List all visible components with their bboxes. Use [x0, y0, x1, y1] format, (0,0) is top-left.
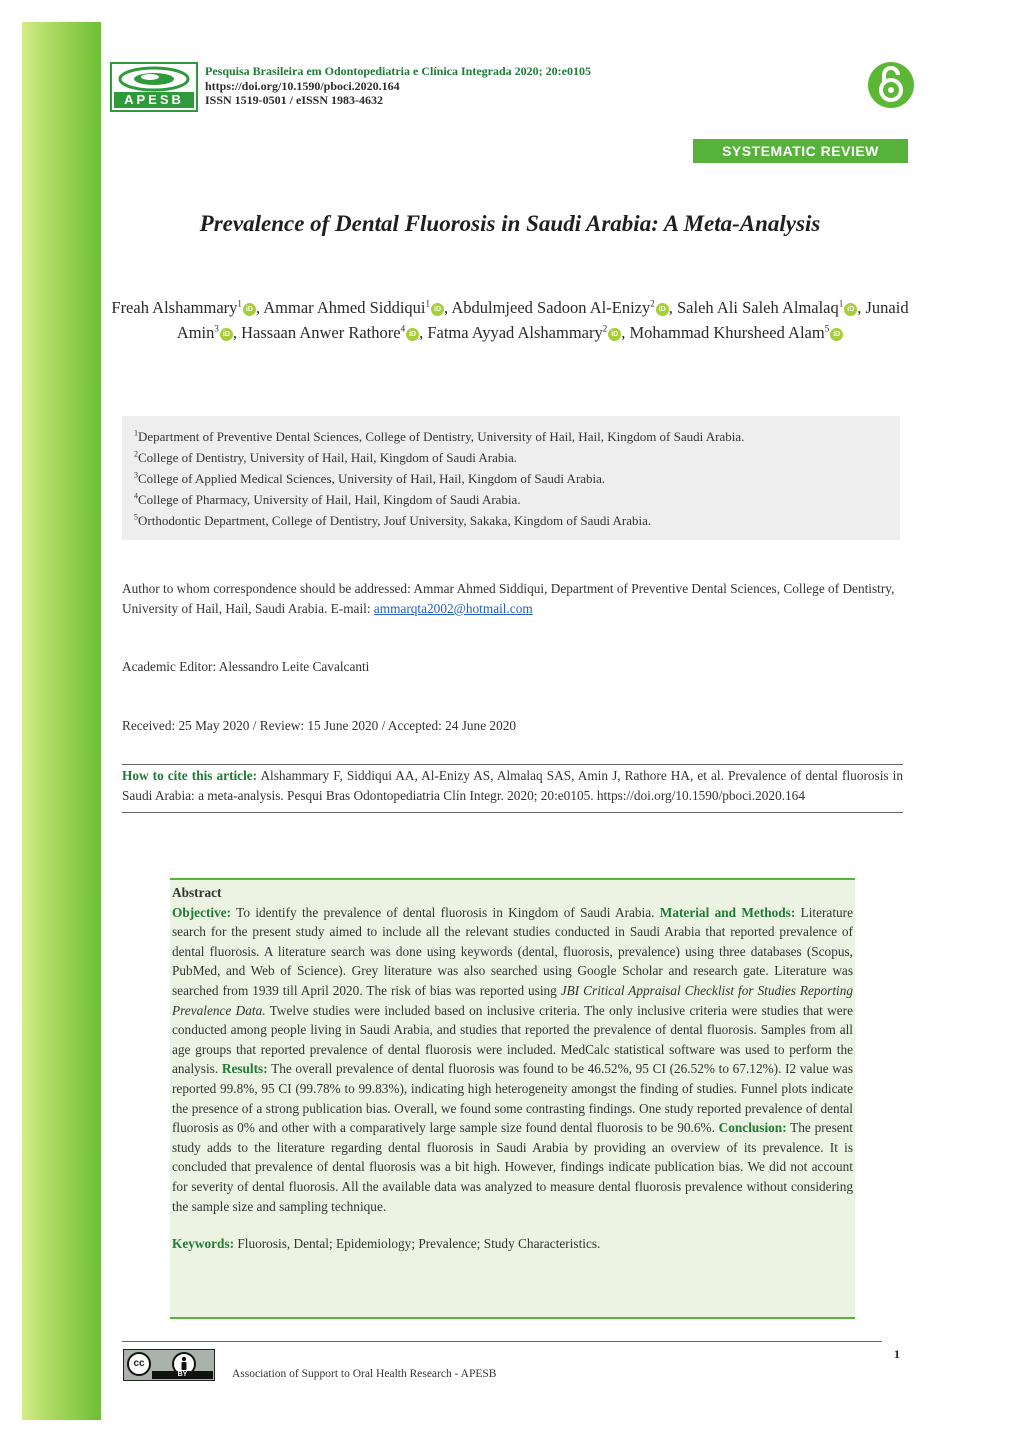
footer-divider	[122, 1341, 882, 1342]
author-name: Saleh Ali Saleh Almalaq	[676, 298, 839, 317]
author-separator: ,	[444, 298, 452, 317]
results-text: The overall prevalence of dental fluorosis was found to be 46.52%, 95 CI (26.52% to 67.12%). I2 value was reported 99.8%, 95 CI (99.78% to 99.83%), indicating high heterogeneity amongst the finding of studies. Funnel plots indicate the presence of a strong publication bias. Overall, we found some contrasting findings. One study reported prevalence of dental fluorosis as 0% and other with a comparatively large sample size found dental fluorosis to be 90.6%.	[172, 1061, 853, 1136]
author-2	[263, 298, 451, 317]
apesb-logo-text: APESB	[114, 92, 194, 108]
methods-text: Literature search for the present study aimed to include all the relevant studies conducted in Saudi Arabia that reported prevalence of dental fluorosis. A literature search was done using keywords (dental, fluorosis, prevalence) using three databases (Scopus, PubMed, and Web of Science). Grey literature was also searched using Google Scholar and research gate. Literature was searched from 1939 till April 2020. The risk of bias was reported using	[172, 904, 853, 998]
publication-dates: Received: 25 May 2020 / Review: 15 June 2020 / Accepted: 24 June 2020	[122, 718, 517, 733]
side-green-bar	[22, 22, 101, 1420]
author-6	[241, 323, 427, 342]
author-affiliation-number: 1	[425, 298, 430, 309]
cc-by-license-badge[interactable]	[123, 1349, 215, 1381]
author-name: Abdulmjeed Sadoon Al-Enizy	[451, 298, 651, 317]
affiliation-number: 2	[134, 449, 138, 459]
orcid-icon[interactable]: iD	[431, 303, 444, 316]
methods-checklist-name: JBI Critical Appraisal Checklist for Studies Reporting Prevalence Data.	[172, 982, 854, 1018]
author-affiliation-number: 3	[214, 323, 219, 334]
author-separator: ,	[621, 323, 630, 342]
author-affiliation-number: 2	[650, 298, 655, 309]
affiliation-item	[134, 447, 888, 468]
author-1	[111, 298, 263, 317]
apesb-logo	[110, 62, 198, 112]
orcid-icon[interactable]: iD	[220, 328, 233, 341]
journal-header	[205, 64, 591, 108]
author-name: Fatma Ayyad Alshammary	[427, 323, 603, 342]
academic-editor: Academic Editor: Alessandro Leite Cavalcanti	[122, 659, 370, 674]
abstract-box	[170, 878, 855, 1319]
cc-icon: cc	[127, 1352, 151, 1376]
orcid-icon[interactable]: iD	[656, 303, 669, 316]
page-number: 1	[894, 1347, 900, 1361]
affiliation-number: 1	[134, 428, 138, 438]
conclusion-label: Conclusion:	[718, 1120, 787, 1136]
orcid-icon[interactable]: iD	[844, 303, 857, 316]
citation-label: How to cite this article:	[122, 768, 258, 783]
abstract-body	[172, 903, 853, 1217]
journal-name: Pesquisa Brasileira em Odontopediatria e Clínica Integrada 2020; 20:e0105	[205, 64, 591, 78]
journal-doi[interactable]: https://doi.org/10.1590/pboci.2020.164	[205, 78, 400, 93]
article-type-badge: SYSTEMATIC REVIEW	[693, 139, 908, 163]
affiliation-text: Department of Preventive Dental Sciences, College of Dentistry, University of Hail, Hail, Kingdom of Saudi Arabia.	[138, 429, 745, 444]
affiliation-text: Orthodontic Department, College of Dentistry, Jouf University, Sakaka, Kingdom of Saudi Arabia.	[138, 513, 652, 528]
orcid-icon[interactable]: iD	[608, 328, 621, 341]
apesb-emblem-icon	[112, 64, 196, 94]
citation-text: Alshammary F, Siddiqui AA, Al-Enizy AS, Almalaq SAS, Amin J, Rathore HA, et al. Prevalence of dental fluorosis in Saudi Arabia: a meta-analysis. Pesqui Bras Odontopediatria Clín Integr. 2020; 20:e0105. https://doi.org/10.1590/pboci.2020.164	[122, 768, 903, 803]
author-list	[110, 295, 910, 345]
affiliations-box	[122, 416, 900, 540]
author-4	[677, 298, 866, 317]
author-separator: ,	[857, 298, 866, 317]
article-title: Prevalence of Dental Fluorosis in Saudi Arabia: A Meta-Analysis	[199, 211, 821, 236]
results-label: Results:	[221, 1061, 268, 1077]
by-label: BY	[152, 1371, 213, 1379]
affiliation-text: College of Pharmacy, University of Hail, Hail, Kingdom of Saudi Arabia.	[138, 492, 521, 507]
affiliation-number: 4	[134, 491, 138, 501]
affiliation-number: 3	[134, 470, 138, 480]
author-name: Junaid Amin	[176, 298, 909, 342]
affiliation-item	[134, 489, 888, 510]
abstract-heading: Abstract	[172, 885, 222, 900]
methods-label: Material and Methods:	[659, 904, 796, 920]
affiliation-item	[134, 426, 888, 447]
author-affiliation-number: 1	[237, 298, 242, 309]
author-separator: ,	[255, 298, 264, 317]
methods-text-continued: Twelve studies were included based on inclusive criteria. The only inclusive criteria were studies that were conducted among people living in Saudi Arabia, and studies that reported the prevalence of dental fluorosis. Samples from all age groups that reported prevalence of dental fluorosis were included. MedCalc statistical software was used to perform the analysis.	[172, 1002, 853, 1077]
author-affiliation-number: 4	[400, 323, 406, 334]
journal-issn: ISSN 1519-0501 / eISSN 1983-4632	[205, 93, 384, 107]
correspondence-email-link[interactable]: ammarqta2002@hotmail.com	[373, 601, 533, 616]
affiliation-number: 5	[134, 512, 138, 522]
objective-label: Objective:	[172, 904, 232, 920]
orcid-icon[interactable]: iD	[830, 328, 843, 341]
author-3	[451, 298, 677, 317]
open-access-icon	[868, 62, 914, 108]
objective-text: To identify the prevalence of dental fluorosis in Kingdom of Saudi Arabia.	[231, 904, 660, 920]
citation-box	[122, 764, 903, 813]
author-affiliation-number: 1	[838, 298, 844, 309]
author-name: Mohammad Khursheed Alam	[629, 323, 825, 342]
author-separator: ,	[419, 323, 428, 342]
author-affiliation-number: 2	[602, 323, 608, 334]
author-7	[427, 323, 629, 342]
keywords-label: Keywords:	[172, 1236, 235, 1252]
footer-association: Association of Support to Oral Health Research - APESB	[232, 1368, 497, 1380]
author-separator: ,	[232, 323, 242, 342]
correspondence-text: Author to whom correspondence should be addressed: Ammar Ahmed Siddiqui, Department of Preventive Dental Sciences, College of Dentistry, University of Hail, Hail, Saudi Arabia. E-mail:	[122, 581, 895, 616]
keywords	[172, 1234, 853, 1254]
author-name: Freah Alshammary	[111, 298, 238, 317]
correspondence	[122, 579, 902, 619]
affiliation-item	[134, 468, 888, 489]
conclusion-text: The present study adds to the literature regarding dental fluorosis in Saudi Arabia by providing an overview of its prevalence. It is concluded that prevalence of dental fluorosis was a bit high. However, findings indicate publication bias. We did not account for severity of dental fluorosis. All the available data was analyzed to measure dental fluorosis prevalence without considering the sample size and sampling technique.	[172, 1120, 853, 1214]
affiliation-text: College of Dentistry, University of Hail, Hail, Kingdom of Saudi Arabia.	[138, 450, 517, 465]
keywords-text: Fluorosis, Dental; Epidemiology; Prevalence; Study Characteristics.	[234, 1236, 601, 1252]
affiliation-text: College of Applied Medical Sciences, University of Hail, Hail, Kingdom of Saudi Arabia.	[138, 471, 606, 486]
author-8	[629, 323, 843, 342]
affiliation-item	[134, 510, 888, 531]
orcid-icon[interactable]: iD	[243, 303, 256, 316]
author-affiliation-number: 5	[824, 323, 830, 334]
author-name: Ammar Ahmed Siddiqui	[263, 298, 426, 317]
author-name: Hassaan Anwer Rathore	[241, 323, 401, 342]
orcid-icon[interactable]: iD	[406, 328, 419, 341]
author-separator: ,	[668, 298, 677, 317]
